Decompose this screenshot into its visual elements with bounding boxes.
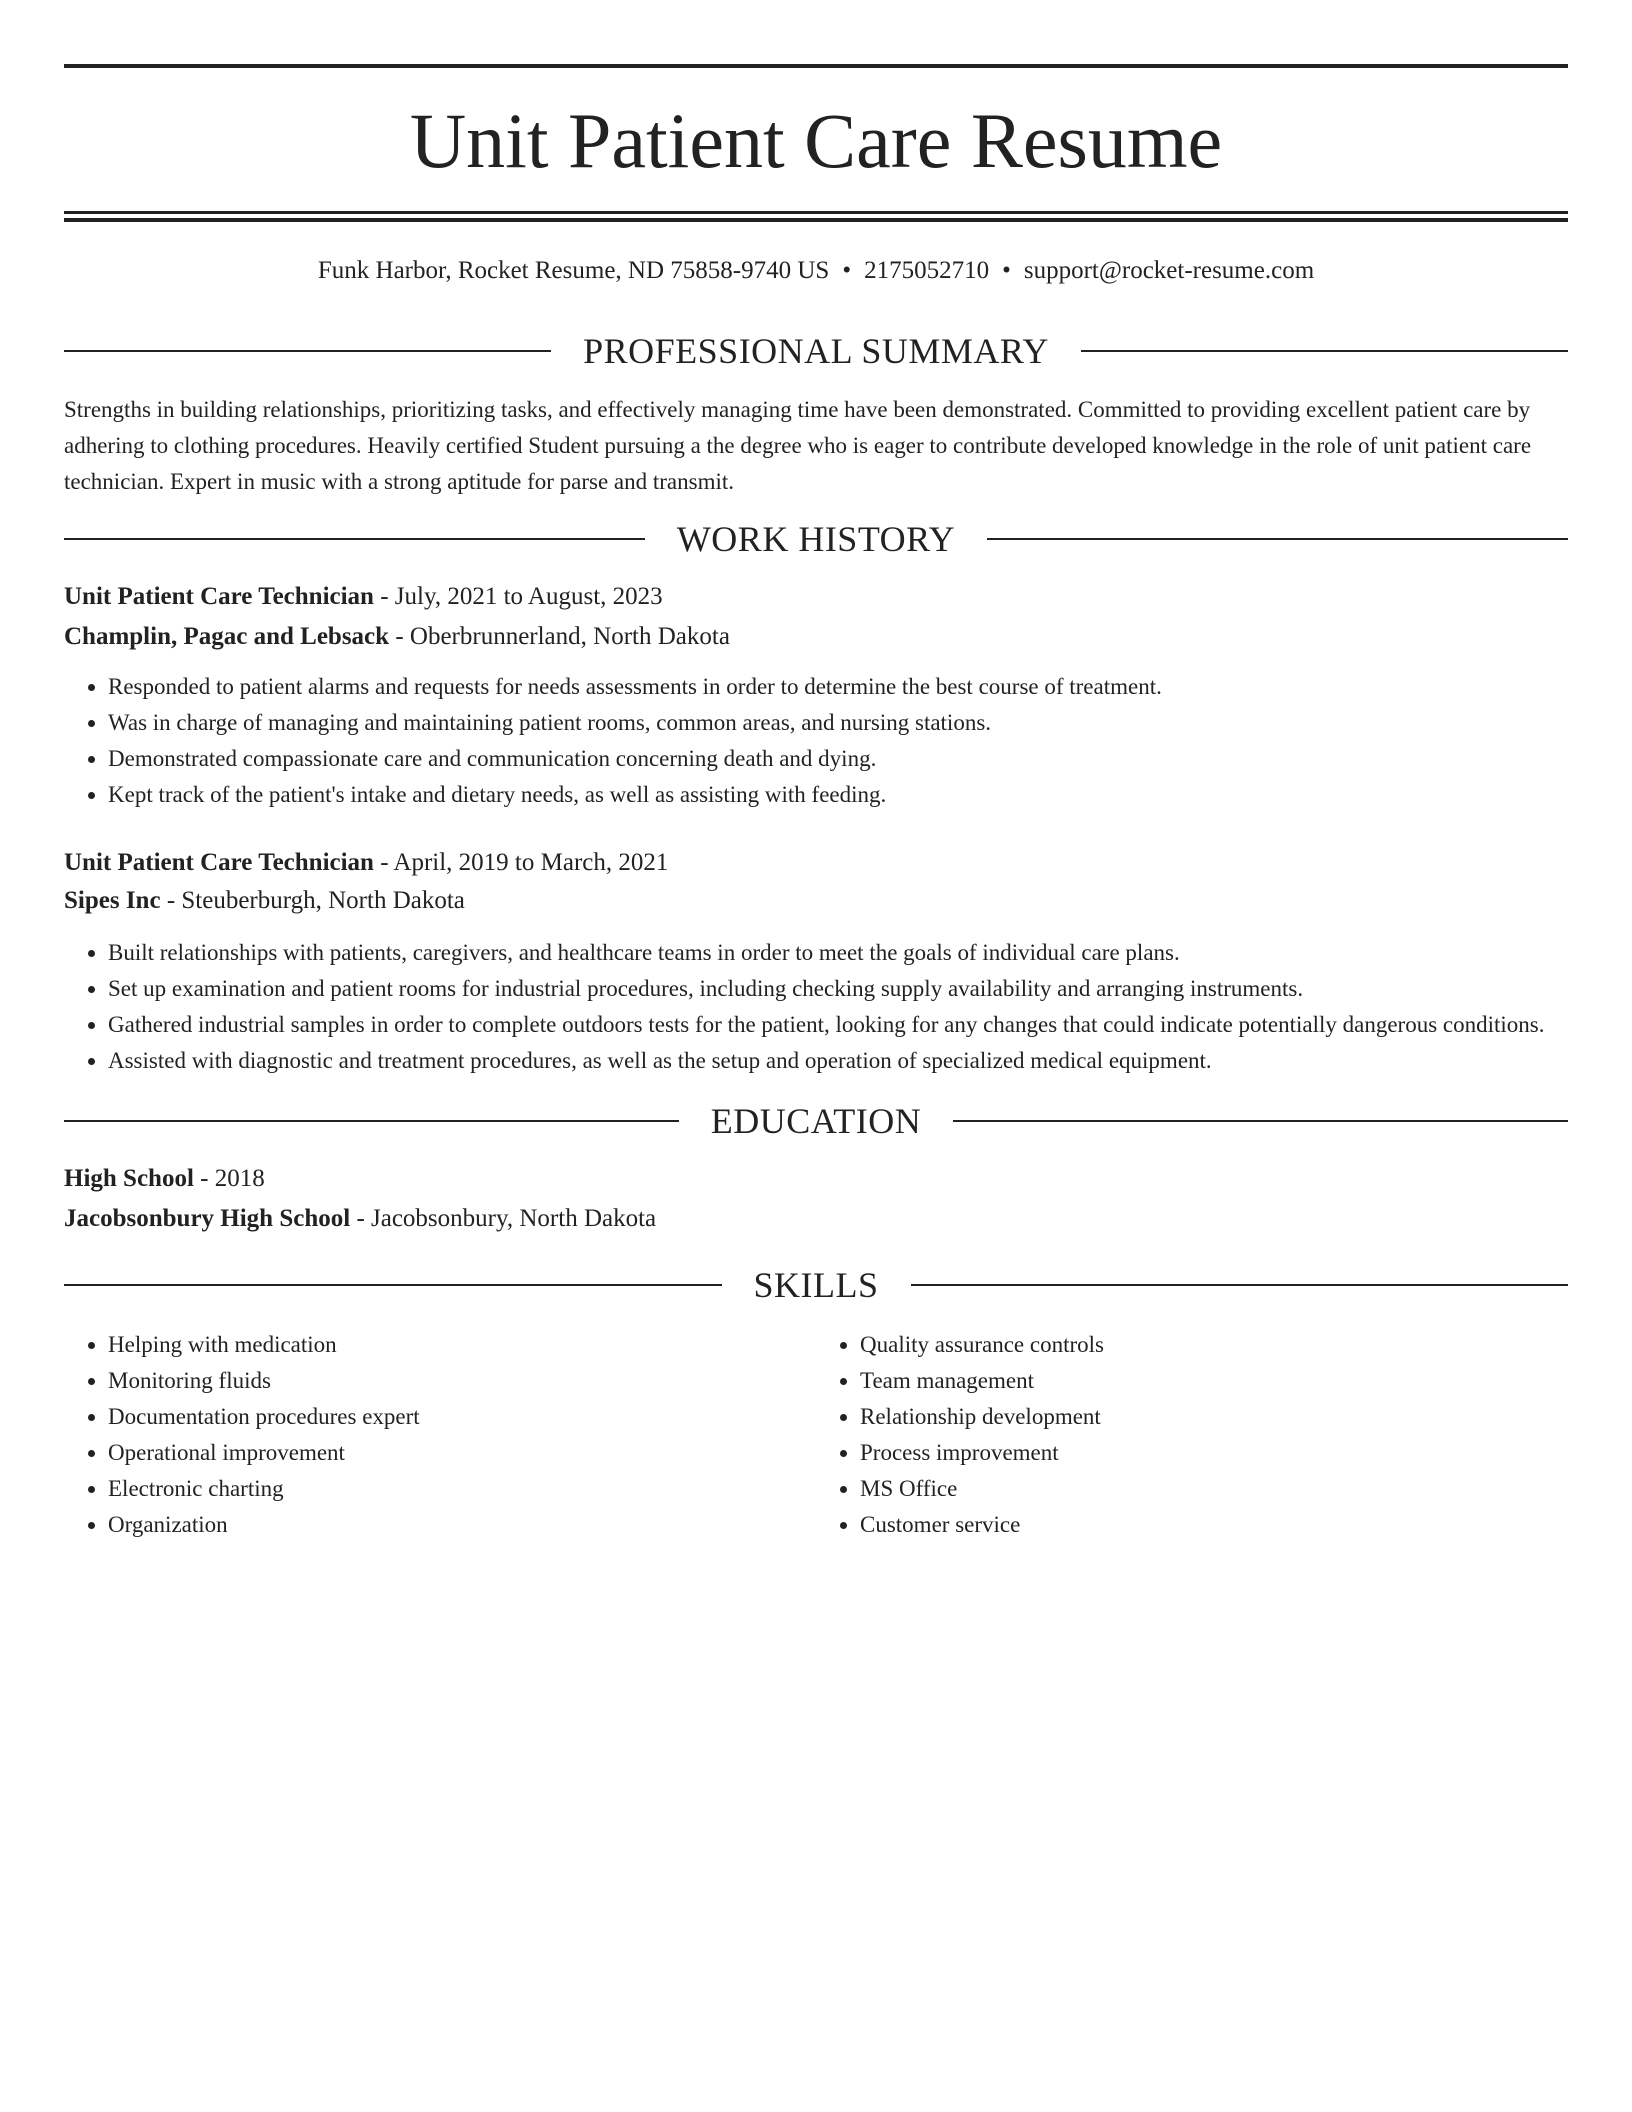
job-dates: - April, 2019 to March, 2021 [373, 849, 669, 876]
section-rule [64, 538, 645, 540]
section-header-skills [64, 1267, 1568, 1303]
section-title: SKILLS [753, 1265, 879, 1305]
job-title-line [64, 845, 1568, 881]
list-item: • Demonstrated compassionate care and communication concerning death and dying. [108, 741, 1568, 777]
list-item: • Responded to patient alarms and requests for needs assessments in order to determine the best course of treatment. [108, 669, 1568, 705]
list-item: • Kept track of the patient's intake and dietary needs, as well as assisting with feeding. [108, 777, 1568, 813]
skills-list-right [816, 1327, 1568, 1543]
job-dates: - July, 2021 to August, 2023 [373, 583, 663, 610]
contact-line [64, 258, 1568, 283]
section-rule [64, 1120, 679, 1122]
education-degree-line [64, 1161, 1568, 1197]
section-header-summary [64, 333, 1568, 369]
section-rule [1081, 350, 1568, 352]
list-item: • Was in charge of managing and maintaining patient rooms, common areas, and nursing stations. [108, 705, 1568, 741]
job-title: Unit Patient Care Technician [64, 583, 374, 610]
job-company: Sipes Inc [64, 887, 161, 914]
job-bullets [64, 669, 1568, 813]
job-title-line [64, 579, 1568, 615]
section-rule [64, 1284, 722, 1286]
section-title: WORK HISTORY [676, 519, 956, 559]
skill-item: • Monitoring fluids [108, 1363, 816, 1399]
list-item: • Set up examination and patient rooms for industrial procedures, including checking supply availability and arranging instruments. [108, 971, 1568, 1007]
section-header-education [64, 1103, 1568, 1139]
separator-dot: • [1002, 257, 1011, 284]
section-title: PROFESSIONAL SUMMARY [583, 331, 1049, 371]
separator-dot: • [842, 257, 852, 284]
education-location: - Jacobsonbury, North Dakota [350, 1205, 657, 1232]
list-item: • Built relationships with patients, caregivers, and healthcare teams in order to meet the goals of individual care plans. [108, 935, 1568, 971]
skills-columns [64, 1327, 1568, 1543]
job-title: Unit Patient Care Technician [64, 849, 374, 876]
resume-title: Unit Patient Care Resume [409, 97, 1223, 184]
skill-item: • Operational improvement [108, 1435, 816, 1471]
job-company-line [64, 619, 1568, 655]
skill-item: • Organization [108, 1507, 816, 1543]
summary-text: Strengths in building relationships, prioritizing tasks, and effectively managing time have been demonstrated. Committed to providing excellent patient care by adhering to clothing procedures. Heavily certified Student pursuing a the degree who is eager to contribute developed knowledge in the role of unit patient care technician. Expert in music with a strong aptitude for parse and transmit. [64, 397, 1532, 494]
skill-item: • Relationship development [860, 1399, 1568, 1435]
skill-item: • Customer service [860, 1507, 1568, 1543]
job-company: Champlin, Pagac and Lebsack [64, 623, 390, 650]
education-school: Jacobsonbury High School [64, 1205, 351, 1232]
education-entry [64, 1161, 1568, 1237]
section-header-work [64, 521, 1568, 557]
top-rule [64, 64, 1568, 68]
skill-item: • Process improvement [860, 1435, 1568, 1471]
skill-item: • Team management [860, 1363, 1568, 1399]
skill-item: • Electronic charting [108, 1471, 816, 1507]
contact-email: support@rocket-resume.com [1023, 257, 1315, 284]
education-school-line [64, 1201, 1568, 1237]
section-title: EDUCATION [710, 1101, 922, 1141]
contact-address: Funk Harbor, Rocket Resume, ND 75858-9740 US [317, 257, 830, 284]
job-location: - Oberbrunnerland, North Dakota [389, 623, 730, 650]
skill-item: • MS Office [860, 1471, 1568, 1507]
resume-page [64, 64, 1568, 1543]
education-degree: High School [64, 1165, 194, 1192]
section-rule [953, 1120, 1568, 1122]
job-entry [64, 579, 1568, 813]
section-rule [911, 1284, 1569, 1286]
skills-list-left [64, 1327, 816, 1543]
skill-item: • Quality assurance controls [860, 1327, 1568, 1363]
skill-item: • Helping with medication [108, 1327, 816, 1363]
contact-phone: 2175052710 [864, 257, 990, 284]
section-rule [987, 538, 1568, 540]
job-bullets [64, 935, 1568, 1079]
job-company-line [64, 883, 1568, 919]
education-year: - 2018 [193, 1165, 265, 1192]
title-double-rule [64, 211, 1568, 222]
list-item: • Gathered industrial samples in order to complete outdoors tests for the patient, looking for any changes that could indicate potentially dangerous conditions. [108, 1007, 1568, 1043]
job-location: - Steuberburgh, North Dakota [160, 887, 465, 914]
list-item: • Assisted with diagnostic and treatment procedures, as well as the setup and operation of specialized medical equipment. [108, 1043, 1568, 1079]
skill-item: • Documentation procedures expert [108, 1399, 816, 1435]
section-rule [64, 350, 551, 352]
job-entry [64, 845, 1568, 1079]
